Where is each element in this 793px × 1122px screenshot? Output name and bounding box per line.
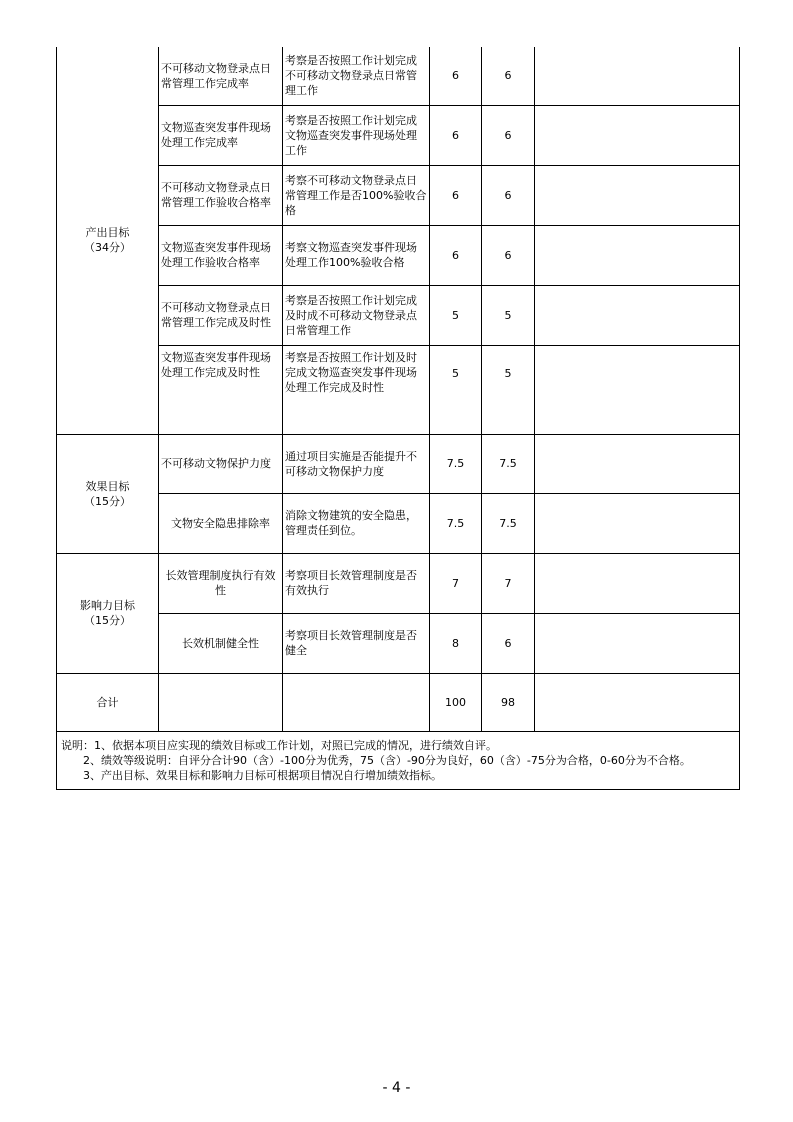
table-row <box>57 434 740 493</box>
self-score-cell: 6 <box>482 165 535 225</box>
indicator-cell: 长效机制健全性 <box>159 613 283 673</box>
standard-cell: 考察是否按照工作计划完成不可移动文物登录点日常管理工作 <box>283 47 430 105</box>
full-score-cell: 5 <box>430 345 482 434</box>
category-score: （34分） <box>84 241 131 255</box>
category-score: （15分） <box>84 614 131 627</box>
table-row <box>57 493 740 553</box>
performance-table <box>56 47 740 790</box>
self-score-cell: 7.5 <box>482 493 535 553</box>
remark-cell <box>535 165 740 225</box>
remark-cell <box>535 553 740 613</box>
self-score-cell: 7.5 <box>482 434 535 493</box>
table-row <box>57 105 740 165</box>
remark-cell <box>535 434 740 493</box>
full-score-cell: 7.5 <box>430 493 482 553</box>
full-score-cell: 6 <box>430 105 482 165</box>
self-score-cell: 6 <box>482 225 535 285</box>
remark-cell <box>535 47 740 105</box>
table-row <box>57 47 740 105</box>
indicator-cell: 不可移动文物登录点日常管理工作验收合格率 <box>159 165 283 225</box>
remark-cell <box>535 285 740 345</box>
table-row <box>57 225 740 285</box>
table-row <box>57 553 740 613</box>
category-cell-output <box>57 47 159 434</box>
indicator-cell: 文物巡查突发事件现场处理工作完成率 <box>159 105 283 165</box>
total-row <box>57 673 740 731</box>
category-label: 影响力目标 <box>80 599 135 612</box>
standard-cell: 考察是否按照工作计划完成及时成不可移动文物登录点日常管理工作 <box>283 285 430 345</box>
note-line-2: 2、绩效等级说明：自评分合计90（含）-100分为优秀，75（含）-90分为良好，60（含）-75分为合格，0-60分为不合格。 <box>83 753 691 767</box>
table-row <box>57 285 740 345</box>
full-score-cell: 8 <box>430 613 482 673</box>
notes-cell <box>57 731 740 789</box>
total-label: 合计 <box>57 673 159 731</box>
self-score-cell: 6 <box>482 105 535 165</box>
self-score-cell: 7 <box>482 553 535 613</box>
remark-cell <box>535 613 740 673</box>
standard-cell: 消除文物建筑的安全隐患，管理责任到位。 <box>283 493 430 553</box>
category-cell-effect <box>57 434 159 553</box>
table-row <box>57 345 740 434</box>
full-score-cell: 6 <box>430 225 482 285</box>
category-score: （15分） <box>84 494 131 508</box>
standard-cell: 考察项目长效管理制度是否健全 <box>283 613 430 673</box>
page-number: - 4 - <box>382 1080 411 1096</box>
remark-cell <box>535 225 740 285</box>
indicator-cell: 文物巡查突发事件现场处理工作验收合格率 <box>159 225 283 285</box>
category-label: 效果目标 <box>85 479 130 493</box>
self-score-cell: 5 <box>482 285 535 345</box>
indicator-cell: 长效管理制度执行有效性 <box>159 553 283 613</box>
full-score-cell: 6 <box>430 47 482 105</box>
self-score-cell: 5 <box>482 345 535 434</box>
table-row <box>57 613 740 673</box>
indicator-cell <box>159 673 283 731</box>
category-label: 产出目标 <box>85 226 130 240</box>
total-self-score: 98 <box>482 673 535 731</box>
indicator-cell: 不可移动文物登录点日常管理工作完成率 <box>159 47 283 105</box>
standard-cell: 考察文物巡查突发事件现场处理工作100%验收合格 <box>283 225 430 285</box>
standard-cell: 考察是否按照工作计划及时完成文物巡查突发事件现场处理工作完成及时性 <box>283 345 430 434</box>
indicator-cell: 不可移动文物登录点日常管理工作完成及时性 <box>159 285 283 345</box>
remark-cell <box>535 345 740 434</box>
remark-cell <box>535 673 740 731</box>
standard-cell: 通过项目实施是否能提升不可移动文物保护力度 <box>283 434 430 493</box>
self-score-cell: 6 <box>482 47 535 105</box>
indicator-cell: 文物巡查突发事件现场处理工作完成及时性 <box>159 345 283 434</box>
indicator-cell: 文物安全隐患排除率 <box>159 493 283 553</box>
note-line-1: 说明：1、依据本项目应实现的绩效目标或工作计划，对照已完成的情况，进行绩效自评。 <box>61 738 497 752</box>
full-score-cell: 5 <box>430 285 482 345</box>
note-line-3: 3、产出目标、效果目标和影响力目标可根据项目情况自行增加绩效指标。 <box>83 768 442 782</box>
self-score-cell: 6 <box>482 613 535 673</box>
remark-cell <box>535 493 740 553</box>
indicator-cell: 不可移动文物保护力度 <box>159 434 283 493</box>
full-score-cell: 7.5 <box>430 434 482 493</box>
standard-cell: 考察是否按照工作计划完成文物巡查突发事件现场处理工作 <box>283 105 430 165</box>
notes-row <box>57 731 740 789</box>
full-score-cell: 7 <box>430 553 482 613</box>
category-cell-impact <box>57 553 159 673</box>
standard-cell: 考察项目长效管理制度是否有效执行 <box>283 553 430 613</box>
total-full-score: 100 <box>430 673 482 731</box>
standard-cell <box>283 673 430 731</box>
full-score-cell: 6 <box>430 165 482 225</box>
standard-cell: 考察不可移动文物登录点日常管理工作是否100%验收合格 <box>283 165 430 225</box>
remark-cell <box>535 105 740 165</box>
table-row <box>57 165 740 225</box>
